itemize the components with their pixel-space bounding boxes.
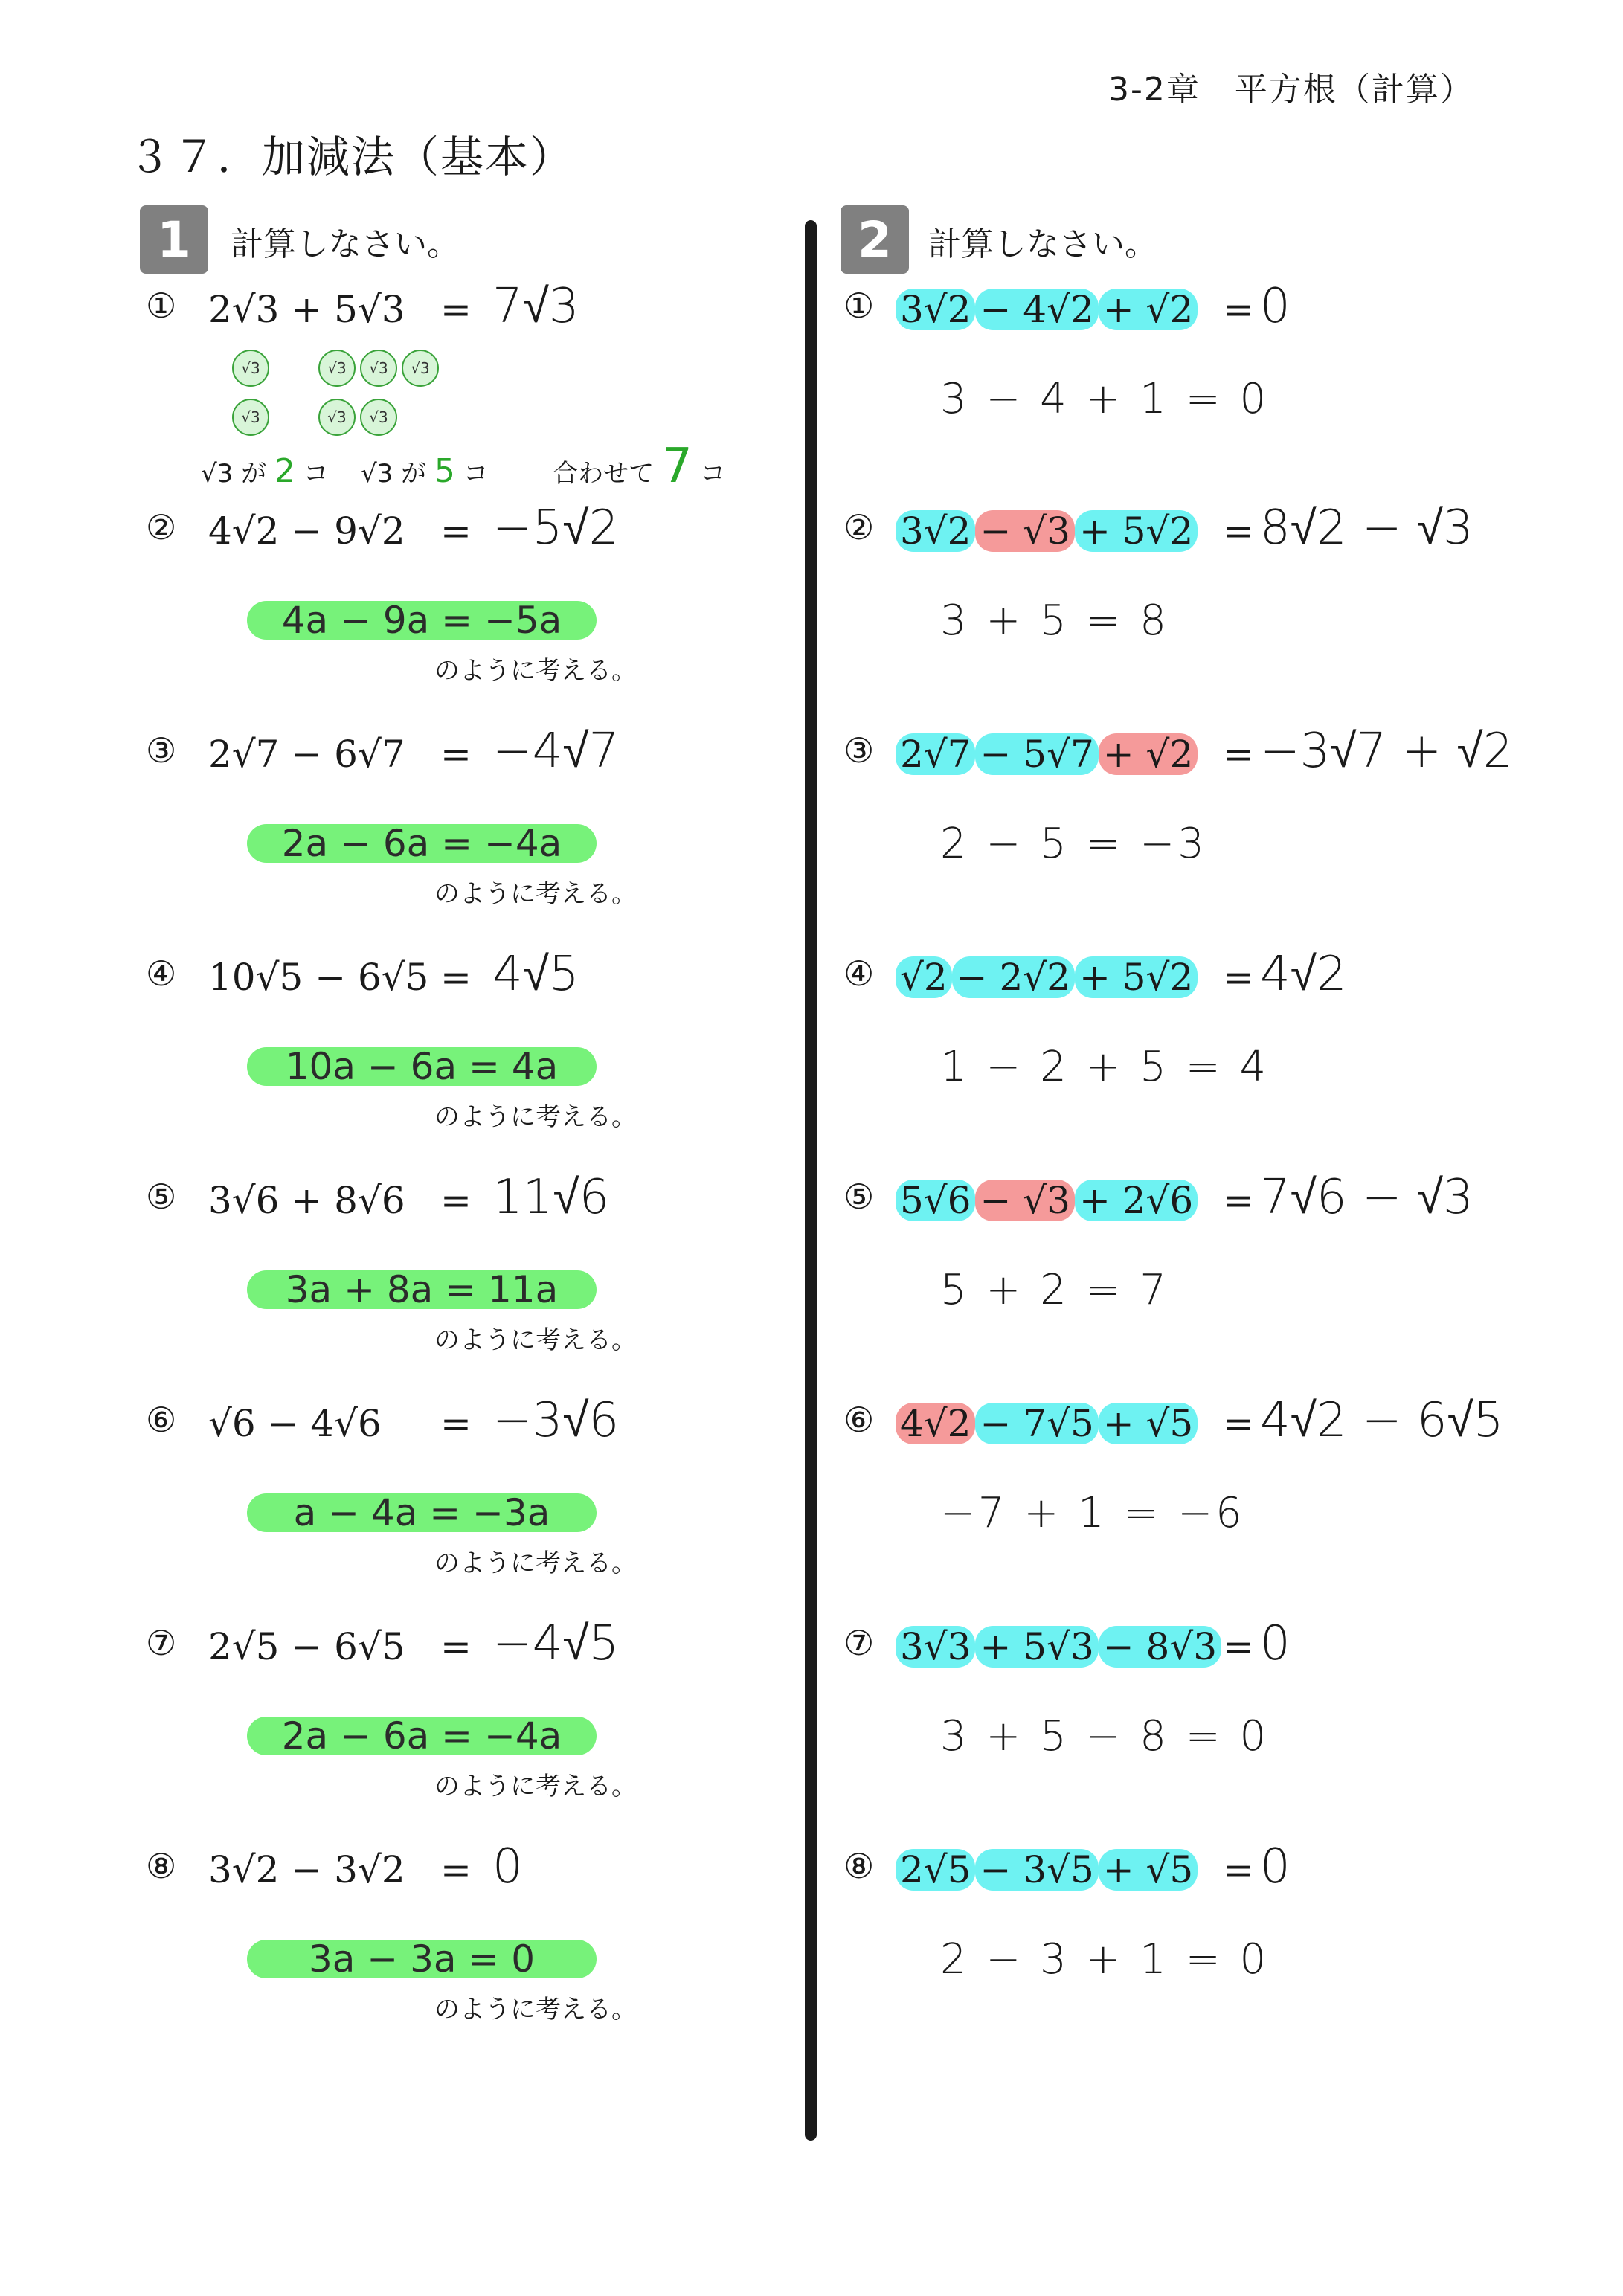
- coefficient-calc: 3 + 5 − 8 = 0: [940, 1712, 1270, 1760]
- handwritten-answer: 7√3: [492, 279, 579, 334]
- problem-expression: 2√7 − 6√7: [208, 733, 405, 776]
- helper-highlight: 3a + 8a = 11a: [247, 1270, 597, 1309]
- count-note: [201, 439, 726, 494]
- section-1-instruction: 計算しなさい。: [231, 225, 460, 263]
- problem-number: ④: [146, 954, 177, 994]
- term-highlight-cyan: + 5√3: [975, 1626, 1098, 1668]
- term-highlight-pink: 4√2: [896, 1403, 975, 1444]
- root3-circle: √3: [360, 399, 397, 436]
- count-note-text: √3 が: [360, 459, 427, 489]
- handwritten-answer: −5√2: [492, 501, 620, 556]
- chapter-label: 3-2章 平方根（計算）: [1108, 71, 1474, 109]
- problem-row: [146, 278, 785, 341]
- term-highlight-cyan: 2√5: [896, 1849, 975, 1891]
- root3-circles-row1: [232, 350, 443, 387]
- count-note-text: 合わせて: [553, 459, 655, 489]
- equals-sign: =: [1223, 1625, 1254, 1668]
- problem-row: [843, 946, 1587, 1009]
- handwritten-answer: 0: [1260, 1616, 1291, 1671]
- helper-highlight: 2a − 6a = −4a: [247, 1717, 597, 1755]
- problem-number: ⑥: [146, 1400, 177, 1440]
- problem-number: ⑧: [146, 1846, 177, 1886]
- coefficient-calc: 3 + 5 = 8: [940, 596, 1169, 645]
- helper-note: のように考える。: [434, 1995, 637, 2025]
- problem-row: [843, 1392, 1587, 1455]
- helper-highlight: 10a − 6a = 4a: [247, 1047, 597, 1086]
- term-highlight-cyan: − 4√2: [975, 289, 1098, 330]
- root3-circle: √3: [360, 350, 397, 387]
- problem-row: [146, 1839, 785, 1901]
- equals-sign: =: [1223, 733, 1254, 776]
- problem-expression: 10√5 − 6√5: [208, 956, 429, 999]
- count-note-number: 7: [661, 439, 692, 494]
- term-highlight-cyan: − 7√5: [975, 1403, 1098, 1444]
- equals-sign: =: [440, 956, 472, 999]
- term-highlight-cyan: − 3√5: [975, 1849, 1098, 1891]
- term-highlight-cyan: + √2: [1099, 289, 1198, 330]
- problem-row: [843, 1839, 1587, 1901]
- term-highlight-cyan: 3√3: [896, 1626, 975, 1668]
- term-highlight-cyan: − 8√3: [1099, 1626, 1221, 1668]
- root3-circle: √3: [232, 399, 269, 436]
- problem-number: ①: [843, 286, 875, 326]
- problem-expression: [896, 733, 1198, 775]
- handwritten-answer: 8√2 − √3: [1260, 501, 1473, 556]
- problem-number: ③: [843, 730, 875, 771]
- problem-expression: 4√2 − 9√2: [208, 509, 405, 553]
- helper-highlight: a − 4a = −3a: [247, 1493, 597, 1532]
- coefficient-calc: 1 − 2 + 5 = 4: [940, 1043, 1270, 1091]
- problem-row: [843, 1169, 1587, 1232]
- problem-row: [843, 1615, 1587, 1678]
- count-note-number: 5: [434, 452, 455, 490]
- term-highlight-cyan: 3√2: [896, 289, 975, 330]
- equals-sign: =: [440, 733, 472, 776]
- problem-row: [146, 946, 785, 1009]
- problem-number: ⑤: [146, 1177, 177, 1217]
- helper-note: のように考える。: [434, 879, 637, 909]
- term-highlight-pink: + √2: [1099, 733, 1198, 775]
- problem-number: ④: [843, 954, 875, 994]
- problem-expression: [896, 289, 1198, 330]
- problem-row: [146, 723, 785, 785]
- problem-number: ⑦: [843, 1623, 875, 1663]
- count-note-text: √3 が: [201, 459, 267, 489]
- problem-expression: 2√5 − 6√5: [208, 1625, 405, 1668]
- problem-row: [146, 500, 785, 562]
- helper-highlight: 3a − 3a = 0: [247, 1940, 597, 1978]
- problem-number: ①: [146, 286, 177, 326]
- term-highlight-cyan: + 5√2: [1075, 510, 1198, 552]
- term-highlight-cyan: − 5√7: [975, 733, 1098, 775]
- problem-row: [843, 723, 1587, 785]
- problem-expression: √6 − 4√6: [208, 1402, 382, 1445]
- problem-number: ⑤: [843, 1177, 875, 1217]
- handwritten-answer: 7√6 − √3: [1260, 1170, 1473, 1225]
- problem-number: ③: [146, 730, 177, 771]
- problem-expression: [896, 1626, 1221, 1668]
- section-1-badge: 1: [140, 205, 208, 274]
- column-divider: [805, 220, 817, 2141]
- helper-highlight: 2a − 6a = −4a: [247, 824, 597, 863]
- coefficient-calc: 3 − 4 + 1 = 0: [940, 375, 1270, 423]
- root3-circles-row2: [232, 399, 402, 436]
- term-highlight-pink: − √3: [975, 510, 1074, 552]
- problem-expression: [896, 1180, 1198, 1221]
- helper-note: のように考える。: [434, 1325, 637, 1355]
- term-highlight-cyan: 2√7: [896, 733, 975, 775]
- page-title: ３７．加減法（基本）: [128, 132, 575, 182]
- term-highlight-cyan: + 5√2: [1075, 956, 1198, 998]
- handwritten-answer: −4√5: [492, 1616, 620, 1671]
- term-highlight-cyan: + √5: [1099, 1849, 1198, 1891]
- equals-sign: =: [440, 1402, 472, 1445]
- helper-note: のように考える。: [434, 1549, 637, 1578]
- root3-circle: √3: [232, 350, 269, 387]
- handwritten-answer: 4√2: [1260, 947, 1347, 1002]
- equals-sign: =: [440, 1179, 472, 1222]
- problem-expression: 3√2 − 3√2: [208, 1848, 405, 1891]
- problem-expression: [896, 510, 1198, 552]
- handwritten-answer: 4√2 − 6√5: [1260, 1393, 1504, 1448]
- handwritten-answer: 0: [1260, 279, 1291, 334]
- handwritten-answer: 11√6: [492, 1170, 610, 1225]
- coefficient-calc: 5 + 2 = 7: [940, 1266, 1169, 1314]
- root3-circle: √3: [402, 350, 439, 387]
- count-note-text: コ: [700, 459, 726, 489]
- root3-circle: √3: [318, 399, 356, 436]
- root3-circle: √3: [318, 350, 356, 387]
- problem-number: ⑥: [843, 1400, 875, 1440]
- handwritten-answer: 4√5: [492, 947, 579, 1002]
- problem-row: [843, 500, 1587, 562]
- equals-sign: =: [1223, 956, 1254, 999]
- handwritten-answer: −3√6: [492, 1393, 620, 1448]
- problem-expression: 2√3 + 5√3: [208, 288, 405, 331]
- handwritten-answer: −4√7: [492, 724, 620, 779]
- handwritten-answer: 0: [492, 1839, 523, 1894]
- problem-expression: [896, 956, 1198, 998]
- coefficient-calc: 2 − 3 + 1 = 0: [940, 1935, 1270, 1984]
- term-highlight-cyan: + 2√6: [1075, 1180, 1198, 1221]
- section-2-badge: 2: [841, 205, 909, 274]
- problem-number: ⑦: [146, 1623, 177, 1663]
- handwritten-answer: −3√7 + √2: [1260, 724, 1514, 779]
- problem-row: [146, 1169, 785, 1232]
- term-highlight-cyan: 3√2: [896, 510, 975, 552]
- helper-note: のように考える。: [434, 1772, 637, 1801]
- term-highlight-pink: − √3: [975, 1180, 1074, 1221]
- coefficient-calc: 2 − 5 = −3: [940, 820, 1207, 868]
- problem-number: ②: [843, 507, 875, 547]
- equals-sign: =: [1223, 1402, 1254, 1445]
- problem-row: [843, 278, 1587, 341]
- helper-note: のように考える。: [434, 656, 637, 686]
- section-2-instruction: 計算しなさい。: [928, 225, 1157, 263]
- problem-expression: [896, 1403, 1198, 1444]
- problem-expression: [896, 1849, 1198, 1891]
- term-highlight-cyan: 5√6: [896, 1180, 975, 1221]
- problem-row: [146, 1392, 785, 1455]
- problem-row: [146, 1615, 785, 1678]
- equals-sign: =: [1223, 288, 1254, 331]
- term-highlight-cyan: √2: [896, 956, 952, 998]
- count-note-text: コ: [303, 459, 329, 489]
- term-highlight-cyan: − 2√2: [952, 956, 1075, 998]
- equals-sign: =: [1223, 1179, 1254, 1222]
- equals-sign: =: [440, 288, 472, 331]
- count-note-number: 2: [274, 452, 295, 490]
- problem-number: ②: [146, 507, 177, 547]
- coefficient-calc: −7 + 1 = −6: [940, 1489, 1245, 1537]
- helper-note: のように考える。: [434, 1102, 637, 1132]
- count-note-text: コ: [463, 459, 489, 489]
- equals-sign: =: [1223, 509, 1254, 553]
- equals-sign: =: [440, 1625, 472, 1668]
- term-highlight-cyan: + √5: [1099, 1403, 1198, 1444]
- equals-sign: =: [440, 509, 472, 553]
- equals-sign: =: [1223, 1848, 1254, 1891]
- problem-number: ⑧: [843, 1846, 875, 1886]
- helper-highlight: 4a − 9a = −5a: [247, 601, 597, 640]
- problem-expression: 3√6 + 8√6: [208, 1179, 405, 1222]
- equals-sign: =: [440, 1848, 472, 1891]
- handwritten-answer: 0: [1260, 1839, 1291, 1894]
